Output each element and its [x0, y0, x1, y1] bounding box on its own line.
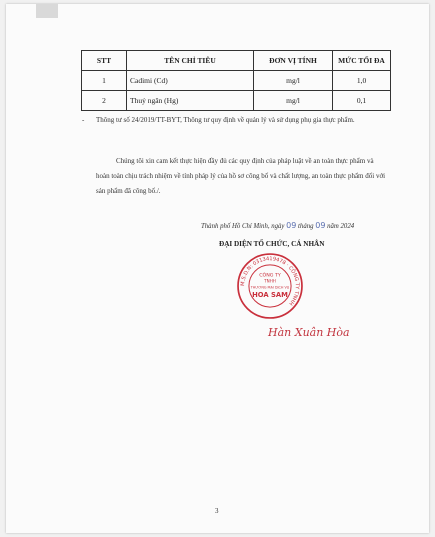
row-max: 0,1: [333, 91, 391, 111]
representative-heading: ĐẠI DIỆN TỔ CHỨC, CÁ NHÂN: [219, 240, 325, 248]
header-max: MỨC TỐI ĐA: [333, 51, 391, 71]
row-stt: 1: [82, 71, 127, 91]
commitment-paragraph: Chúng tôi xin cam kết thực hiện đầy đủ các quy định của pháp luật về an toàn thực phẩm và hoàn toàn chịu trách nhiệm về tính pháp lý của hồ sơ công bố và chất lượng, an toàn thực phẩm đối với sản phẩm đã công bố./.: [96, 157, 386, 195]
row-max: 1,0: [333, 71, 391, 91]
month-handwritten: 09: [315, 221, 326, 230]
header-unit: ĐƠN VỊ TÍNH: [254, 51, 333, 71]
regulation-bullet: [82, 113, 386, 128]
row-name: Thuỷ ngân (Hg): [127, 91, 254, 111]
page-number: 3: [215, 507, 219, 515]
seal-line-1: CÔNG TY: [259, 273, 281, 279]
company-seal-stamp: [236, 252, 304, 320]
limits-table: [81, 50, 391, 111]
seal-line-4: HOA SAM: [252, 290, 288, 299]
handwritten-signature: Hàn Xuân Hòa: [268, 326, 350, 339]
scan-artifact: [36, 4, 58, 18]
header-stt: STT: [82, 51, 127, 71]
header-name: TÊN CHỈ TIÊU: [127, 51, 254, 71]
seal-line-2: TNHH: [264, 278, 276, 284]
row-unit: mg/l: [254, 71, 333, 91]
row-name: Cadimi (Cd): [127, 71, 254, 91]
seal-ring-text: M.S.D.N: 0313419478 · CÔNG TY TNHH: [240, 256, 300, 307]
place-date-line: [201, 221, 391, 230]
bullet-dash: -: [82, 116, 85, 124]
row-stt: 2: [82, 91, 127, 111]
table-row: [82, 91, 391, 111]
month-label: tháng: [298, 223, 314, 230]
seal-line-3: THƯƠNG MẠI DỊCH VỤ: [250, 285, 290, 290]
row-unit: mg/l: [254, 91, 333, 111]
table-header-row: [82, 51, 391, 71]
regulation-text: Thông tư số 24/2019/TT-BYT, Thông tư quy định về quản lý và sử dụng phụ gia thực phẩm.: [96, 116, 355, 124]
table-row: [82, 71, 391, 91]
place-prefix: Thành phố Hồ Chí Minh, ngày: [201, 223, 285, 230]
day-handwritten: 09: [286, 221, 297, 230]
year-label: năm 2024: [327, 223, 355, 230]
document-page: [6, 4, 429, 533]
